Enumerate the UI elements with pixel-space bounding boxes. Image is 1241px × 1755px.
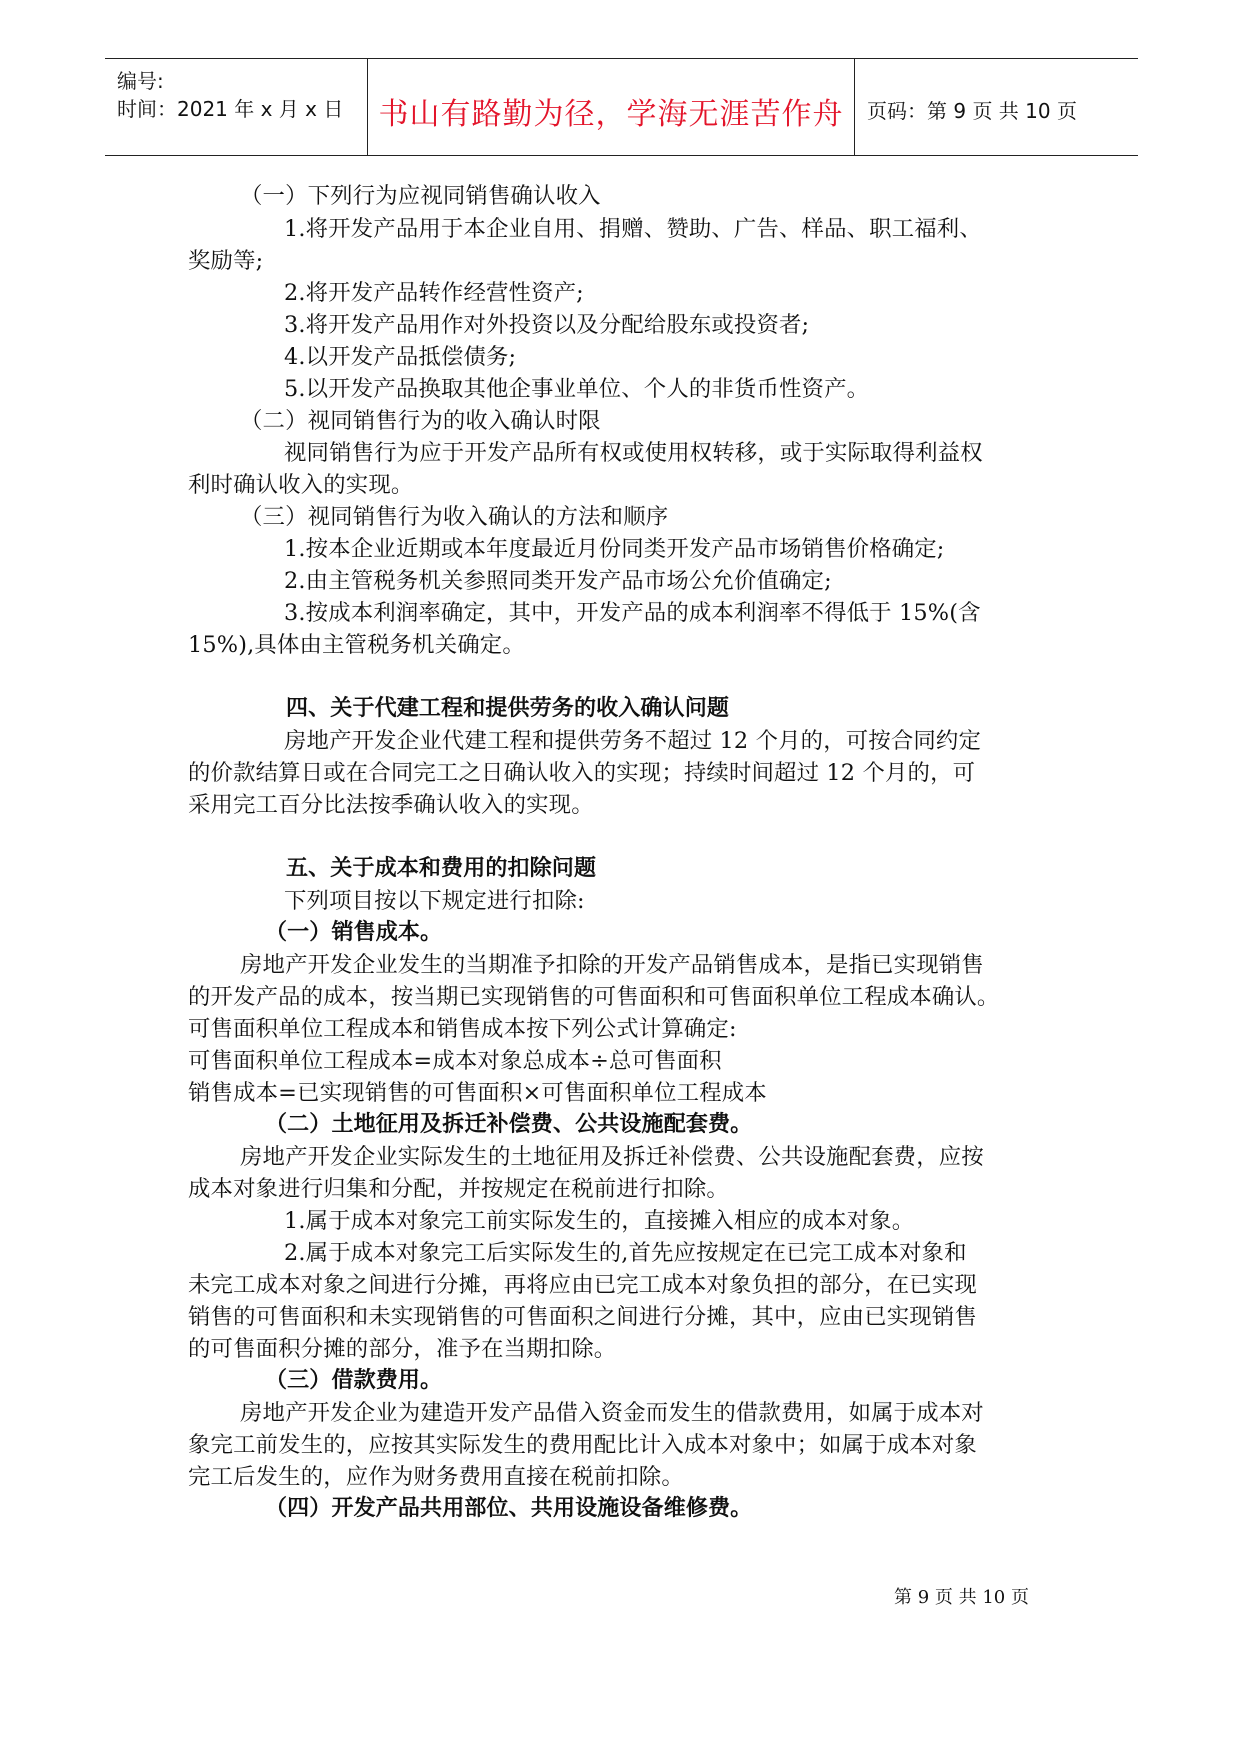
serial-label: 编号: <box>117 69 164 93</box>
paragraph-line: 采用完工百分比法按季确认收入的实现。 <box>188 792 594 818</box>
paragraph-line: 未完工成本对象之间进行分摊，再将应由已完工成本对象负担的部分，在已实现 <box>188 1272 977 1298</box>
header-right-cell <box>855 59 1138 155</box>
section-heading: 四、关于代建工程和提供劳务的收入确认问题 <box>286 696 730 721</box>
paragraph-line: 的可售面积分摊的部分，准予在当期扣除。 <box>188 1336 617 1362</box>
list-item: 1.将开发产品用于本企业自用、捐赠、赞助、广告、样品、职工福利、 <box>284 216 982 242</box>
subsection-heading: （四）开发产品共用部位、共用设施设备维修费。 <box>265 1496 753 1521</box>
time-label: 时间：2021 年 x 月 x 日 <box>117 97 344 121</box>
paragraph-line: 成本对象进行归集和分配，并按规定在税前进行扣除。 <box>188 1176 729 1202</box>
subsection-heading: （三）借款费用。 <box>265 1368 443 1393</box>
paragraph-line: 象完工前发生的，应按其实际发生的费用配比计入成本对象中；如属于成本对象 <box>188 1432 977 1458</box>
list-item: 2.由主管税务机关参照同类开发产品市场公允价值确定; <box>284 568 832 594</box>
paragraph-line: 奖励等; <box>188 248 264 274</box>
paragraph-line: 销售的可售面积和未实现销售的可售面积之间进行分摊，其中，应由已实现销售 <box>188 1304 977 1330</box>
subsection-heading: （二）土地征用及拆迁补偿费、公共设施配套费。 <box>265 1112 753 1137</box>
paragraph-line: 利时确认收入的实现。 <box>188 472 414 498</box>
header-motto: 书山有路勤为径，学海无涯苦作舟 <box>378 97 844 132</box>
paragraph-line: 下列项目按以下规定进行扣除: <box>284 888 585 914</box>
list-item: 5.以开发产品换取其他企事业单位、个人的非货币性资产。 <box>284 376 870 402</box>
subsection-heading: （一）下列行为应视同销售确认收入 <box>240 183 601 209</box>
list-item: 1.按本企业近期或本年度最近月份同类开发产品市场销售价格确定; <box>284 536 945 562</box>
header-center-cell <box>367 59 855 155</box>
formula-line: 销售成本=已实现销售的可售面积×可售面积单位工程成本 <box>188 1080 767 1106</box>
paragraph-line: 房地产开发企业发生的当期准予扣除的开发产品销售成本，是指已实现销售 <box>240 952 984 978</box>
list-item: 2.属于成本对象完工后实际发生的,首先应按规定在已完工成本对象和 <box>284 1240 967 1266</box>
list-item: 1.属于成本对象完工前实际发生的，直接摊入相应的成本对象。 <box>284 1208 915 1234</box>
formula-line: 可售面积单位工程成本=成本对象总成本÷总可售面积 <box>188 1048 722 1074</box>
list-item: 4.以开发产品抵偿债务; <box>284 344 517 370</box>
list-item: 2.将开发产品转作经营性资产; <box>284 280 584 306</box>
paragraph-line: 的价款结算日或在合同完工之日确认收入的实现；持续时间超过 12 个月的，可 <box>188 760 976 786</box>
paragraph-line: 完工后发生的，应作为财务费用直接在税前扣除。 <box>188 1464 684 1490</box>
paragraph-line: 视同销售行为应于开发产品所有权或使用权转移，或于实际取得利益权 <box>284 440 983 466</box>
subsection-heading: （三）视同销售行为收入确认的方法和顺序 <box>240 504 669 530</box>
list-item: 3.将开发产品用作对外投资以及分配给股东或投资者; <box>284 312 810 338</box>
subsection-heading: （一）销售成本。 <box>265 920 443 945</box>
page-footer: 第 9 页 共 10 页 <box>894 1587 1029 1608</box>
paragraph-line: 房地产开发企业为建造开发产品借入资金而发生的借款费用，如属于成本对 <box>240 1400 984 1426</box>
paragraph-line: 可售面积单位工程成本和销售成本按下列公式计算确定: <box>188 1016 737 1042</box>
paragraph-line: 15%),具体由主管税务机关确定。 <box>188 632 525 658</box>
subsection-heading: （二）视同销售行为的收入确认时限 <box>240 408 601 434</box>
header-left-cell <box>105 59 367 155</box>
paragraph-line: 房地产开发企业实际发生的土地征用及拆迁补偿费、公共设施配套费，应按 <box>240 1144 984 1170</box>
section-heading: 五、关于成本和费用的扣除问题 <box>286 856 597 881</box>
list-item: 3.按成本利润率确定，其中，开发产品的成本利润率不得低于 15%(含 <box>284 600 981 626</box>
page-header <box>105 58 1138 156</box>
paragraph-line: 房地产开发企业代建工程和提供劳务不超过 12 个月的，可按合同约定 <box>284 728 982 754</box>
header-page-info: 页码：第 9 页 共 10 页 <box>867 99 1077 123</box>
paragraph-line: 的开发产品的成本，按当期已实现销售的可售面积和可售面积单位工程成本确认。 <box>188 984 1000 1010</box>
